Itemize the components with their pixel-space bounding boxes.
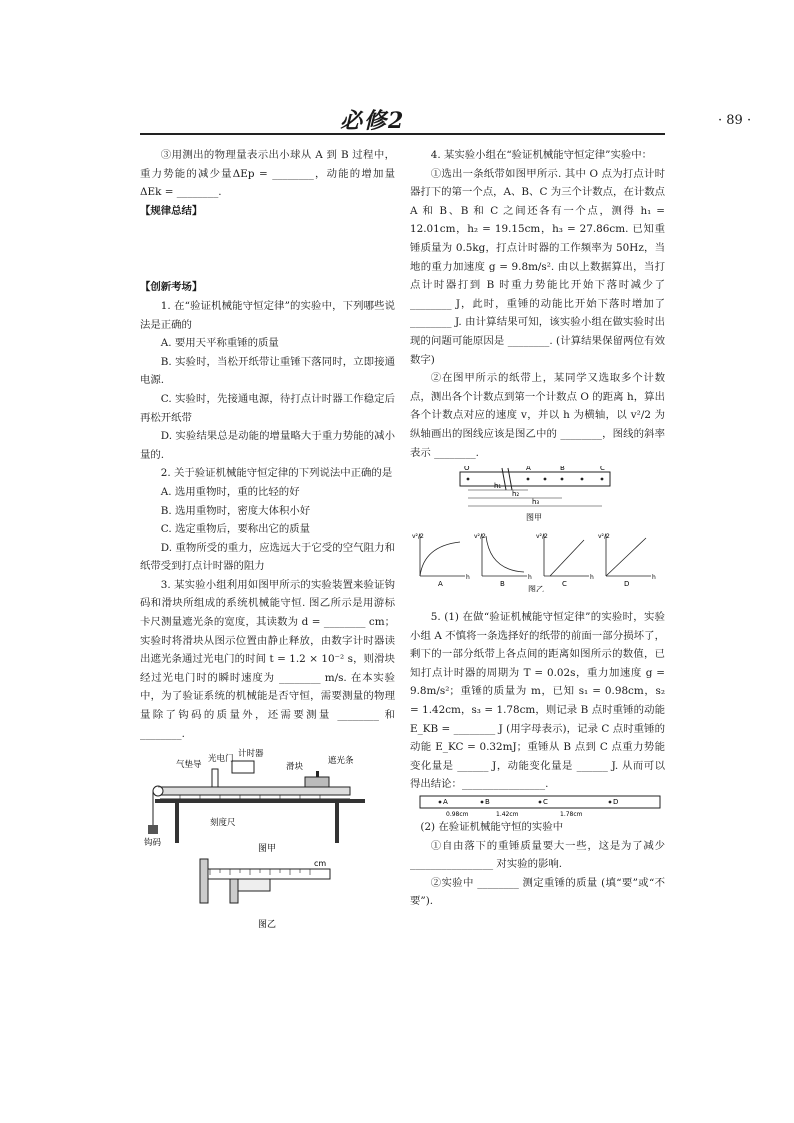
- tape2-s1: 0.98cm: [446, 811, 469, 819]
- q2-option-d: D. 重物所受的重力，应选远大于它受的空气阻力和纸带受到打点计时器的阻力: [140, 541, 395, 573]
- q1-option-a: A. 要用天平称重锤的质量: [160, 337, 279, 350]
- tape-2-figure: [410, 794, 665, 818]
- graph-caption: 图乙: [528, 585, 544, 593]
- graph-options-figure: [410, 530, 665, 592]
- tape-point-a: A: [526, 466, 531, 473]
- q1-option-c: C. 实验时，先接通电源，待打点计时器工作稳定后再松开纸带: [140, 392, 395, 424]
- tape-h3: h₃: [532, 498, 540, 507]
- figure-a-caption: 图甲: [258, 844, 277, 855]
- q5-part-2a: ①自由落下的重锤质量要大一些，这是为了减少 ________________ 对实验的影响.: [410, 839, 665, 871]
- question-3: 3. 某实验小组利用如图甲所示的实验装置来验证钩码和滑块所组成的系统机械能守恒. 图乙所示是用游标卡尺测量遮光条的宽度，其读数为 d = ________ cm；实验时将滑块从图示位置由静止释放，由数字计时器读出遮光条通过光电门的时间 t = 1.2 × 10⁻² s，则滑块经过光电门时的瞬时速度为 ________ m/s. 在本实验中，为了验证系统的机械能是否守恒，需要测量的物理量除了钩码的质量外，还需要测量 ________ 和 ________.: [140, 578, 395, 740]
- q4-part-2: ②在图甲所示的纸带上，某同学又选取多个计数点，测出各个计数点到第一个计数点 O 的距离 h，算出各个计数点对应的速度 v，并以 h 为横轴，以 v²/2 为纵轴画出的图线应该是图乙中的 ________，图线的斜率表示 ________.: [410, 372, 665, 459]
- label-slider: 滑块: [286, 762, 304, 773]
- tape-point-b: B: [560, 466, 565, 473]
- question-2: 2. 关于验证机械能守恒定律的下列说法中正确的是: [160, 467, 393, 480]
- label-weight: 钩码: [144, 838, 162, 849]
- graph-c-label: C: [562, 580, 567, 589]
- tape2-point-c: C: [543, 798, 548, 807]
- graph-a-xlabel: h: [466, 574, 470, 582]
- graph-a-ylabel: v²/2: [412, 533, 424, 541]
- graph-a-label: A: [438, 580, 443, 589]
- tape2-s2: 1.42cm: [496, 811, 519, 819]
- q2-option-a: A. 选用重物时，重的比轻的好: [160, 485, 300, 498]
- question-5: 5. (1) 在做“验证机械能守恒定律”的实验时，实验小组 A 不慎将一条选择好的纸带的前面一部分损坏了，剩下的一部分纸带上各点间的距离如图所示的数值，已知打点计时器的周期为 T = 0.02s，重力加速度 g = 9.8m/s²；重锤的质量为 m，已知 s₁ = 0.98cm，s₂ = 1.42cm，s₃ = 1.78cm，则记录 B 点时重锤的动能 E_KB = ________ J (用字母表示)，记录 C 点时重锤的动能 E_KC = 0.32mJ；重锤从 B 点到 C 点重力势能变化量是 ______ J，动能变化量是 ______ J. 从而可以得出结论：________________.: [410, 611, 665, 791]
- question-4: 4. 某实验小组在“验证机械能守恒定律”实验中：: [430, 149, 653, 161]
- tape2-point-d: D: [613, 798, 619, 807]
- label-strip: 遮光条: [328, 756, 354, 767]
- q3-tail-text: ③用测出的物理量表示出小球从 A 到 B 过程中，重力势能的减少量ΔEp = ________，动能的增加量ΔEk = ________.: [140, 149, 395, 199]
- tape2-point-b: B: [485, 798, 490, 807]
- q1-option-d: D. 实验结果总是动能的增量略大于重力势能的减小量的.: [140, 430, 395, 461]
- caliper-unit: cm: [314, 859, 327, 869]
- tape-h1: h₁: [494, 482, 502, 491]
- graph-b-ylabel: v²/2: [474, 533, 486, 541]
- summary-heading: 【规律总结】: [140, 204, 203, 217]
- tape2-point-a: A: [443, 798, 448, 807]
- graph-d-xlabel: h: [652, 574, 656, 582]
- graph-c-xlabel: h: [590, 574, 594, 582]
- q2-option-c: C. 选定重物后，要称出它的质量: [160, 523, 311, 536]
- label-gate: 光电门: [208, 754, 234, 765]
- q5-part-2b: ②实验中 ________ 测定重锤的质量 (填“要”或“不要”).: [410, 876, 665, 908]
- graph-d-label: D: [624, 580, 630, 589]
- label-ruler: 刻度尺: [210, 818, 236, 829]
- figure-b-caption: 图乙: [258, 920, 277, 931]
- left-column: [140, 146, 395, 933]
- innovation-heading: 【创新考场】: [140, 281, 203, 294]
- q4-part-1: ①选出一条纸带如图甲所示. 其中 O 点为打点计时器打下的第一个点，A、B、C 为三个计数点，在计数点 A 和 B、B 和 C 之间还各有一个点，测得 h₁ = 12.01cm，h₂ = 19.15cm，h₃ = 27.86cm. 已知重锤质量为 0.5kg，打点计时器的工作频率为 50Hz，当地的重力加速度 g = 9.8m/s². 由以上数据算出，当打点计时器打到 B 时重力势能比开始下落时减少了 ________ J，此时，重锤的动能比开始下落时增加了 ________ J. 由计算结果可知，该实验小组在做实验时出现的问题可能原因是 ________. (计算结果保留两位有效数字): [410, 167, 665, 366]
- graph-b-label: B: [500, 580, 505, 589]
- tape-h2: h₂: [512, 490, 520, 499]
- tape-point-o: O: [464, 466, 470, 473]
- right-column: [410, 146, 665, 911]
- header-divider: [140, 133, 665, 135]
- graph-d-ylabel: v²/2: [598, 533, 610, 541]
- page-number: · 89 ·: [718, 113, 752, 128]
- graph-b-xlabel: h: [528, 574, 532, 582]
- label-timer: 计时器: [238, 749, 264, 760]
- tape-point-c: C: [600, 466, 605, 473]
- label-rail: 气垫导: [176, 760, 202, 771]
- q5-part-2: (2) 在验证机械能守恒的实验中: [420, 821, 564, 834]
- question-1: 1. 在“验证机械能守恒定律”的实验中，下列哪些说法是正确的: [140, 299, 395, 331]
- tape2-s3: 1.78cm: [560, 811, 583, 819]
- q2-option-b: B. 选用重物时，密度大体积小好: [160, 504, 311, 517]
- tape-caption: 图甲: [526, 513, 542, 523]
- graph-c-ylabel: v²/2: [536, 533, 548, 541]
- air-track-figure: [140, 747, 395, 855]
- page-title: 必修2: [340, 108, 406, 134]
- q1-option-b: B. 实验时，当松开纸带让重锤下落同时，立即接通电源.: [140, 355, 395, 387]
- tape-figure: [410, 466, 665, 530]
- caliper-figure: [140, 855, 395, 933]
